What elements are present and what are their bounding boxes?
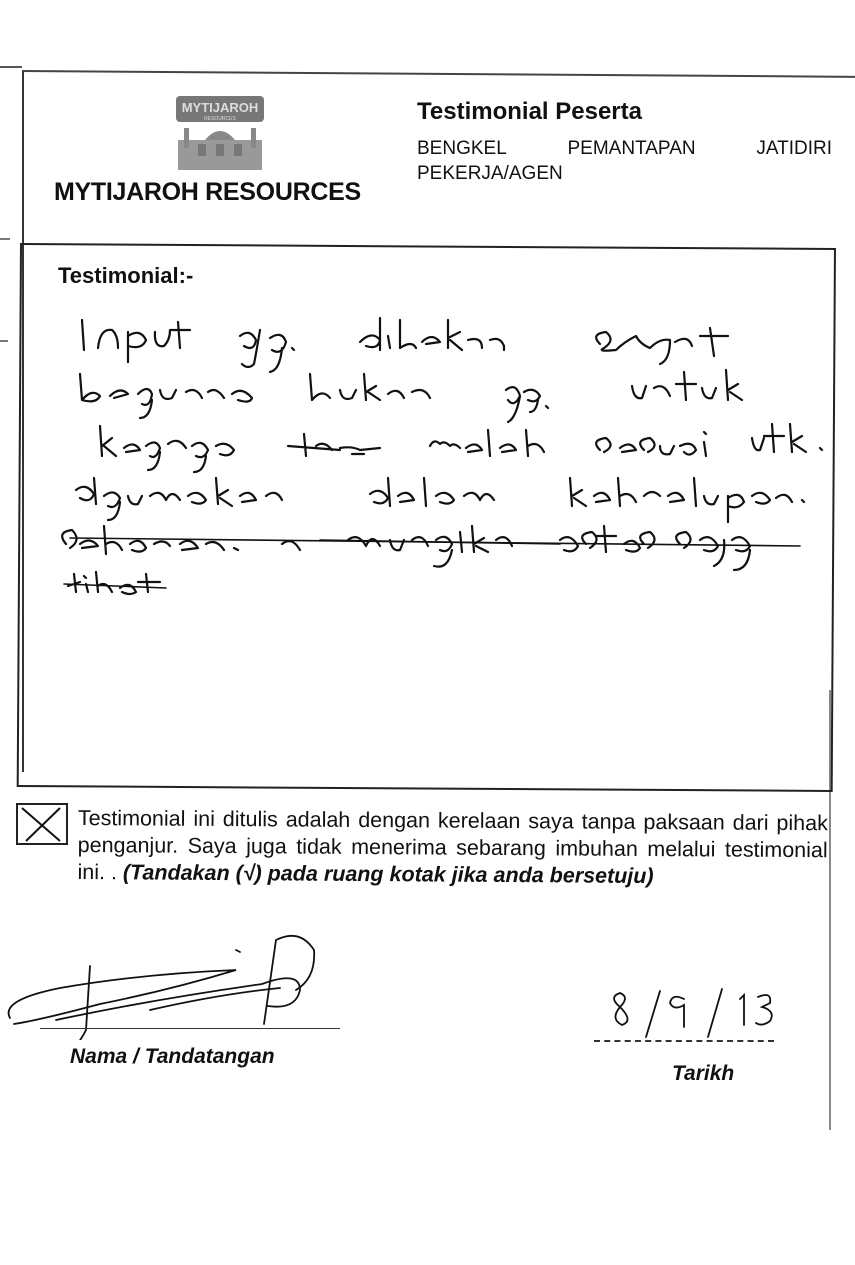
- signature-line: [40, 1028, 340, 1029]
- form-subtitle-line2: PEKERJA/AGEN: [417, 163, 563, 184]
- logo-subtext: RESOURCES: [204, 116, 236, 122]
- date-label: Tarikh: [672, 1062, 735, 1085]
- subtitle-word: BENGKEL: [417, 138, 507, 159]
- handwritten-signature: [0, 930, 360, 1040]
- declaration-body: Testimonial ini ditulis adalah dengan kerelaan saya tanpa paksaan dari pihak penganjur. Saya juga tidak menerima sebarang imbuhan melalui testimonial ini. .: [77, 806, 828, 885]
- check-mark-icon: [18, 805, 66, 843]
- agreement-checkbox[interactable]: [16, 803, 68, 845]
- form-title: Testimonial Peserta: [417, 98, 642, 125]
- subtitle-word: PEMANTAPAN: [567, 138, 696, 159]
- handwritten-date: [590, 985, 790, 1045]
- declaration-text: [77, 805, 828, 891]
- form-subtitle-line1: [417, 138, 832, 160]
- declaration-instruction: (Tandakan (√) pada ruang kotak jika anda bersetuju): [122, 860, 654, 889]
- scan-edge-line: [0, 66, 22, 68]
- testimonial-label: Testimonial:-: [58, 263, 194, 288]
- scan-edge-mark: [0, 238, 10, 240]
- date-line: [594, 1040, 774, 1042]
- scan-edge-mark: [0, 340, 8, 342]
- signature-label: Nama / Tandatangan: [70, 1045, 275, 1068]
- form-top-border: [22, 70, 855, 78]
- logo-text: MYTIJAROH: [181, 100, 259, 115]
- company-logo: [170, 92, 270, 172]
- handwritten-testimonial: [20, 300, 855, 620]
- company-name: MYTIJAROH RESOURCES: [54, 178, 361, 206]
- subtitle-word: JATIDIRI: [756, 138, 832, 159]
